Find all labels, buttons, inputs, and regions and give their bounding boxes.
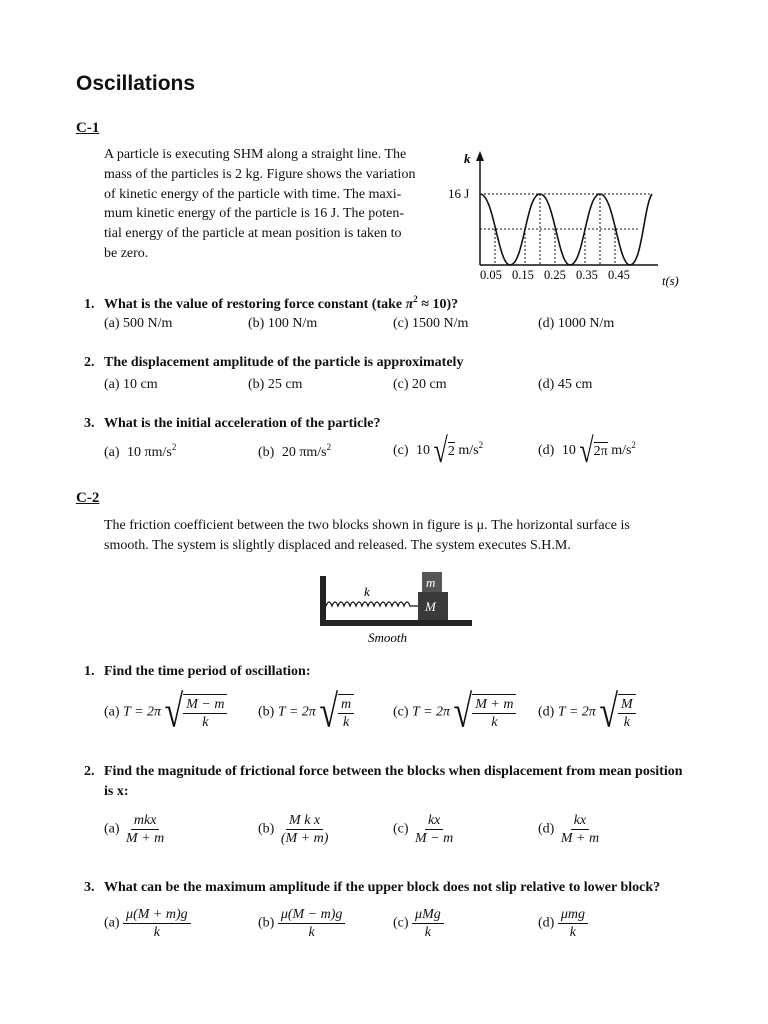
question-text: What is the initial acceleration of the particle?: [104, 416, 381, 431]
numerator: M − m: [183, 696, 227, 714]
option-unit: m/s: [458, 443, 479, 459]
numerator: M: [618, 696, 636, 714]
question-number: 1.: [84, 664, 95, 679]
option-label: (a): [104, 704, 120, 720]
graph-tick-label: 0.35: [576, 268, 598, 282]
option-value: 10 πm/s: [127, 445, 172, 460]
spring: [326, 602, 420, 606]
numerator: mkx: [131, 812, 160, 830]
option-b[interactable]: [258, 686, 354, 737]
numerator: M + m: [472, 696, 516, 714]
numerator: kx: [571, 812, 589, 830]
superscript: 2: [631, 440, 636, 451]
superscript: 2: [326, 442, 332, 452]
option-label: (c): [393, 443, 409, 459]
spring-block-figure: [310, 568, 480, 648]
question-number: 1.: [84, 297, 95, 312]
denominator: M + m: [126, 831, 165, 846]
radicand: 2: [447, 444, 455, 459]
option-label: (b): [258, 915, 275, 931]
formula-prefix: T = 2π: [412, 704, 451, 720]
option-b[interactable]: [258, 812, 331, 847]
question-text: What is the value of restoring force constant (take: [104, 297, 406, 312]
question-text: Find the time period of oscillation:: [104, 664, 311, 679]
pi-symbol: π: [405, 297, 414, 312]
surface-label: Smooth: [368, 630, 407, 645]
c1-q3: [84, 416, 380, 432]
denominator: k: [153, 925, 160, 940]
c1-q2: [84, 355, 463, 371]
wall: [320, 576, 326, 624]
c1-line: be zero.: [104, 245, 149, 261]
question-text: ≈ 10)?: [417, 297, 459, 312]
question-number: 2.: [84, 355, 95, 370]
c1-paragraph: [104, 145, 444, 264]
option-c[interactable]: [393, 686, 516, 737]
option-label: (c): [393, 821, 409, 837]
option-d[interactable]: [538, 686, 636, 737]
option-a[interactable]: [104, 906, 191, 941]
c1-line: mass of the particles is 2 kg. Figure shows the variation: [104, 166, 416, 182]
denominator: k: [308, 925, 315, 940]
denominator: (M + m): [280, 831, 329, 846]
c2-q3: [84, 880, 660, 896]
denominator: k: [623, 715, 630, 730]
c1-q1: [84, 294, 458, 313]
graph-tick-label: 0.15: [512, 268, 534, 282]
graph-x-label: t(s): [662, 274, 679, 288]
denominator: k: [569, 925, 576, 940]
denominator: k: [202, 715, 209, 730]
option-value: 10: [561, 443, 576, 459]
question-text-cont: is x:: [104, 784, 129, 799]
denominator: M − m: [415, 831, 454, 846]
option-label: (b): [258, 704, 275, 720]
numerator: kx: [425, 812, 443, 830]
question-number: 3.: [84, 880, 95, 895]
option-unit: m/s: [611, 443, 632, 459]
question-number: 3.: [84, 416, 95, 431]
c2-q2: [84, 762, 704, 802]
option-b[interactable]: [258, 442, 331, 461]
option-d[interactable]: (d) 45 cm: [538, 377, 593, 392]
c2-line: The friction coefficient between the two blocks shown in figure is μ. The horizontal surface is: [104, 518, 630, 533]
sqrt: √ 2: [433, 430, 455, 470]
graph-y-label: k: [464, 151, 471, 166]
sqrt: √ $\frac{M - m}{k}$: [165, 694, 228, 731]
sqrt: √ $\frac{M + m}{k}$: [454, 694, 517, 731]
option-c[interactable]: (c) 20 cm: [393, 377, 447, 392]
option-b[interactable]: (b) 25 cm: [248, 377, 303, 392]
option-d[interactable]: (d) 1000 N/m: [538, 316, 615, 331]
option-label: (c): [393, 915, 409, 931]
option-d[interactable]: [538, 906, 588, 941]
option-label: (a): [104, 445, 120, 460]
c2-paragraph: [104, 516, 704, 556]
option-value: 20 πm/s: [281, 445, 327, 460]
option-a[interactable]: [104, 442, 176, 461]
graph-tick-label: 0.05: [480, 268, 502, 282]
question-text: What can be the maximum amplitude if the upper block does not slip relative to lower block?: [104, 880, 661, 895]
option-c[interactable]: [393, 430, 484, 470]
question-text: The displacement amplitude of the particle is approximately: [104, 355, 464, 370]
option-label: (d): [538, 821, 555, 837]
question-text: Find the magnitude of frictional force between the blocks when displacement from mean position: [104, 764, 683, 779]
sqrt: √ $\frac{m}{k}$: [319, 694, 354, 731]
formula-prefix: T = 2π: [277, 704, 316, 720]
option-value: 10: [416, 443, 431, 459]
numerator: M k x: [286, 812, 323, 830]
big-block-label: M: [425, 599, 436, 614]
option-d[interactable]: [538, 430, 636, 470]
option-b[interactable]: (b) 100 N/m: [248, 316, 318, 331]
option-a[interactable]: [104, 812, 167, 847]
option-label: (b): [258, 821, 275, 837]
page-title: Oscillations: [76, 72, 196, 95]
superscript: 2: [478, 440, 484, 451]
option-a[interactable]: [104, 686, 227, 737]
c1-line: of kinetic energy of the particle with time. The maxi-: [104, 186, 402, 202]
option-label: (a): [104, 915, 120, 931]
formula-prefix: T = 2π: [557, 704, 596, 720]
numerator: μ(M + m)g: [123, 906, 191, 924]
formula-prefix: T = 2π: [123, 704, 162, 720]
denominator: k: [491, 715, 498, 730]
option-label: (b): [258, 445, 275, 460]
option-c[interactable]: [393, 906, 444, 941]
question-number: 2.: [84, 764, 95, 779]
option-label: (a): [104, 821, 120, 837]
c1-line: tial energy of the particle at mean position is taken to: [104, 226, 402, 242]
denominator: M + m: [560, 831, 600, 846]
kinetic-energy-graph: [440, 145, 700, 290]
denominator: k: [424, 925, 431, 940]
graph-max-label: 16 J: [448, 186, 470, 201]
radicand: 2π: [593, 444, 608, 459]
option-label: (d): [538, 915, 555, 931]
option-a[interactable]: (a) 10 cm: [104, 377, 158, 392]
option-label: (d): [538, 704, 555, 720]
option-d[interactable]: [538, 812, 602, 847]
option-c[interactable]: (c) 1500 N/m: [393, 316, 469, 331]
sqrt: √ 2π: [579, 430, 608, 470]
c2-line: smooth. The system is slightly displaced and released. The system executes S.H.M.: [104, 537, 571, 553]
superscript: 2: [413, 294, 418, 304]
option-label: (c): [393, 704, 409, 720]
option-label: (d): [538, 443, 555, 459]
graph-tick-label: 0.25: [544, 268, 566, 282]
superscript: 2: [171, 442, 177, 452]
option-b[interactable]: [258, 906, 345, 941]
c2-q1: [84, 664, 311, 680]
graph-tick-label: 0.45: [608, 268, 630, 282]
floor: [320, 620, 472, 626]
numerator: μmg: [558, 906, 588, 924]
numerator: μ(M − m)g: [278, 906, 346, 924]
section-label-c1: C-1: [76, 120, 100, 136]
numerator: μMg: [412, 906, 444, 924]
small-block-label: m: [426, 575, 436, 590]
section-label-c2: C-2: [76, 490, 100, 506]
c1-line: mum kinetic energy of the particle is 16 J. The poten-: [104, 206, 405, 222]
denominator: k: [342, 715, 350, 730]
c1-line: A particle is executing SHM along a straight line. The: [104, 147, 407, 162]
sqrt: √ $\frac{M}{k}$: [599, 694, 635, 731]
numerator: m: [338, 696, 354, 714]
spring-label: k: [364, 584, 370, 599]
graph-y-arrow: [476, 151, 484, 161]
option-a[interactable]: (a) 500 N/m: [104, 316, 173, 331]
option-c[interactable]: [393, 812, 456, 847]
